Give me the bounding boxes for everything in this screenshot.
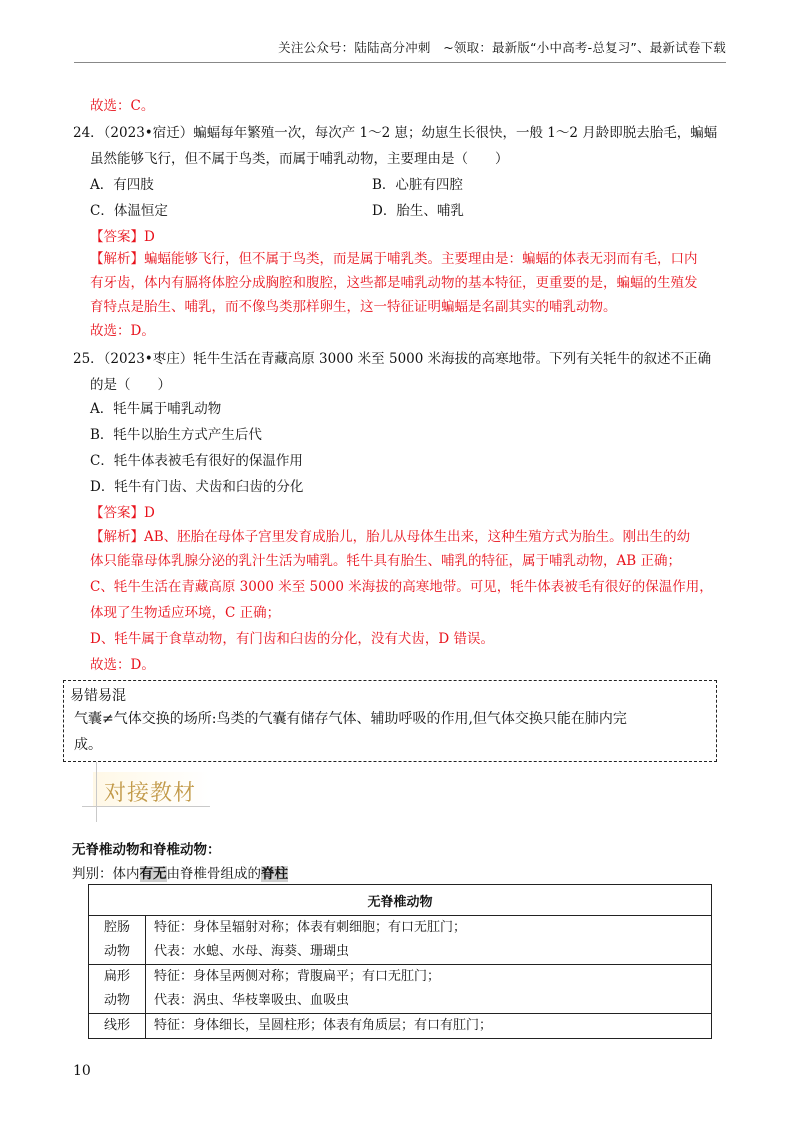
feature-text: 特征：身体呈两侧对称；背腹扁平；有口无肛门； <box>154 969 441 984</box>
category-cell <box>89 1014 146 1039</box>
feature-text: 特征：身体呈辐射对称；体表有刺细胞；有口无肛门； <box>154 920 467 935</box>
category-name-line1: 腔肠 <box>103 920 130 935</box>
section-title: 无脊椎动物和脊椎动物： <box>72 842 221 858</box>
q25-conclusion: 故选：D。 <box>90 657 155 673</box>
table-row <box>89 1014 712 1039</box>
q24-conclusion: 故选：D。 <box>90 323 155 339</box>
q24-option-c: C．体温恒定 <box>90 203 168 219</box>
feature-text: 特征：身体细长，呈圆柱形；体表有角质层；有口有肛门； <box>154 1018 493 1033</box>
description-cell <box>146 1014 712 1039</box>
q25-option-a: A．牦牛属于哺乳动物 <box>90 401 222 417</box>
q24-analysis-line2: 有牙齿，体内有膈将体腔分成胸腔和腹腔，这些都是哺乳动物的基本特征，更重要的是，蝙蝠的生殖发 <box>90 275 698 291</box>
q25-analysis-line2: 体只能靠母体乳腺分泌的乳汁生活为哺乳。牦牛具有胎生、哺乳的特征，属于哺乳动物，AB 正确； <box>90 553 681 569</box>
table-header: 无脊椎动物 <box>89 885 712 916</box>
judge-highlight-1: 有无 <box>139 866 167 882</box>
judge-middle: 由脊椎骨组成的 <box>166 866 261 882</box>
q25-analysis-line1: 【解析】AB、胚胎在母体子宫里发育成胎儿，胎儿从母体生出来，这种生殖方式为胎生。刚出生的幼 <box>90 529 691 545</box>
q24-stem-line2: 虽然能够飞行，但不属于鸟类，而属于哺乳动物，主要理由是（ ） <box>90 151 509 167</box>
category-name-line1: 线形 <box>103 1018 130 1033</box>
judge-prefix: 判别：体内 <box>72 866 140 882</box>
category-cell <box>89 965 146 1014</box>
q25-stem-line1: 25．（2023•枣庄）牦牛生活在青藏高原 3000 米至 5000 米海拔的高寒地带。下列有关牦牛的叙述不正确 <box>73 351 712 367</box>
q25-option-c: C．牦牛体表被毛有很好的保温作用 <box>90 453 303 469</box>
page-header: 关注公众号：陆陆高分冲刺 ~领取：最新版“小中高考-总复习”、最新试卷下载 <box>278 40 726 55</box>
banner-vertical-line <box>96 762 97 822</box>
q24-option-b: B．心脏有四腔 <box>372 177 463 193</box>
description-cell <box>146 916 712 965</box>
q24-analysis-line1: 【解析】蝙蝠能够飞行，但不属于鸟类，而是属于哺乳类。主要理由是：蝙蝠的体表无羽而有毛，口内 <box>90 251 698 267</box>
description-cell <box>146 965 712 1014</box>
prev-conclusion: 故选：C。 <box>90 98 155 114</box>
example-text: 代表：水螅、水母、海葵、珊瑚虫 <box>154 944 350 959</box>
q24-stem-line1: 24．（2023•宿迁）蝙蝠每年繁殖一次，每次产 1～2 崽；幼崽生长很快，一般 1～2 月龄即脱去胎毛，蝙蝠 <box>73 125 718 141</box>
q24-option-d: D．胎生、哺乳 <box>372 203 464 219</box>
category-name-line1: 扁形 <box>103 969 130 984</box>
page-number: 10 <box>73 1063 91 1079</box>
q24-answer: 【答案】D <box>90 229 155 245</box>
category-name-line2: 动物 <box>103 993 130 1008</box>
q25-option-d: D．牦牛有门齿、犬齿和臼齿的分化 <box>90 479 304 495</box>
category-name-line2: 动物 <box>103 944 130 959</box>
q25-analysis-line4: 体现了生物适应环境，C 正确； <box>90 605 281 621</box>
category-cell <box>89 916 146 965</box>
table-row <box>89 916 712 965</box>
q25-analysis-line3: C、牦牛生活在青藏高原 3000 米至 5000 米海拔的高寒地带。可见，牦牛体表被毛有很好的保温作用， <box>90 579 713 595</box>
judge-highlight-2: 脊柱 <box>261 866 288 882</box>
tip-text-line2: 成。 <box>74 737 102 753</box>
q24-option-a: A．有四肢 <box>90 177 154 193</box>
banner-title: 对接教材 <box>104 781 197 806</box>
q25-analysis-line5: D、牦牛属于食草动物，有门齿和臼齿的分化，没有犬齿，D 错误。 <box>90 631 494 647</box>
q25-option-b: B．牦牛以胎生方式产生后代 <box>90 427 262 443</box>
judge-line <box>72 862 288 882</box>
invertebrate-table <box>88 884 712 1039</box>
table-row <box>89 965 712 1014</box>
q24-analysis-line3: 育特点是胎生、哺乳，而不像鸟类那样卵生，这一特征证明蝙蝠是名副其实的哺乳动物。 <box>90 299 617 315</box>
tip-title: 易错易混 <box>70 688 126 704</box>
tip-text-line1: 气囊≠气体交换的场所:鸟类的气囊有储存气体、辅助呼吸的作用,但气体交换只能在肺内完 <box>74 711 627 727</box>
q25-answer: 【答案】D <box>90 505 155 521</box>
example-text: 代表：涡虫、华枝睾吸虫、血吸虫 <box>154 993 350 1008</box>
header-divider <box>74 62 726 63</box>
q25-stem-line2: 的是（ ） <box>90 377 171 393</box>
